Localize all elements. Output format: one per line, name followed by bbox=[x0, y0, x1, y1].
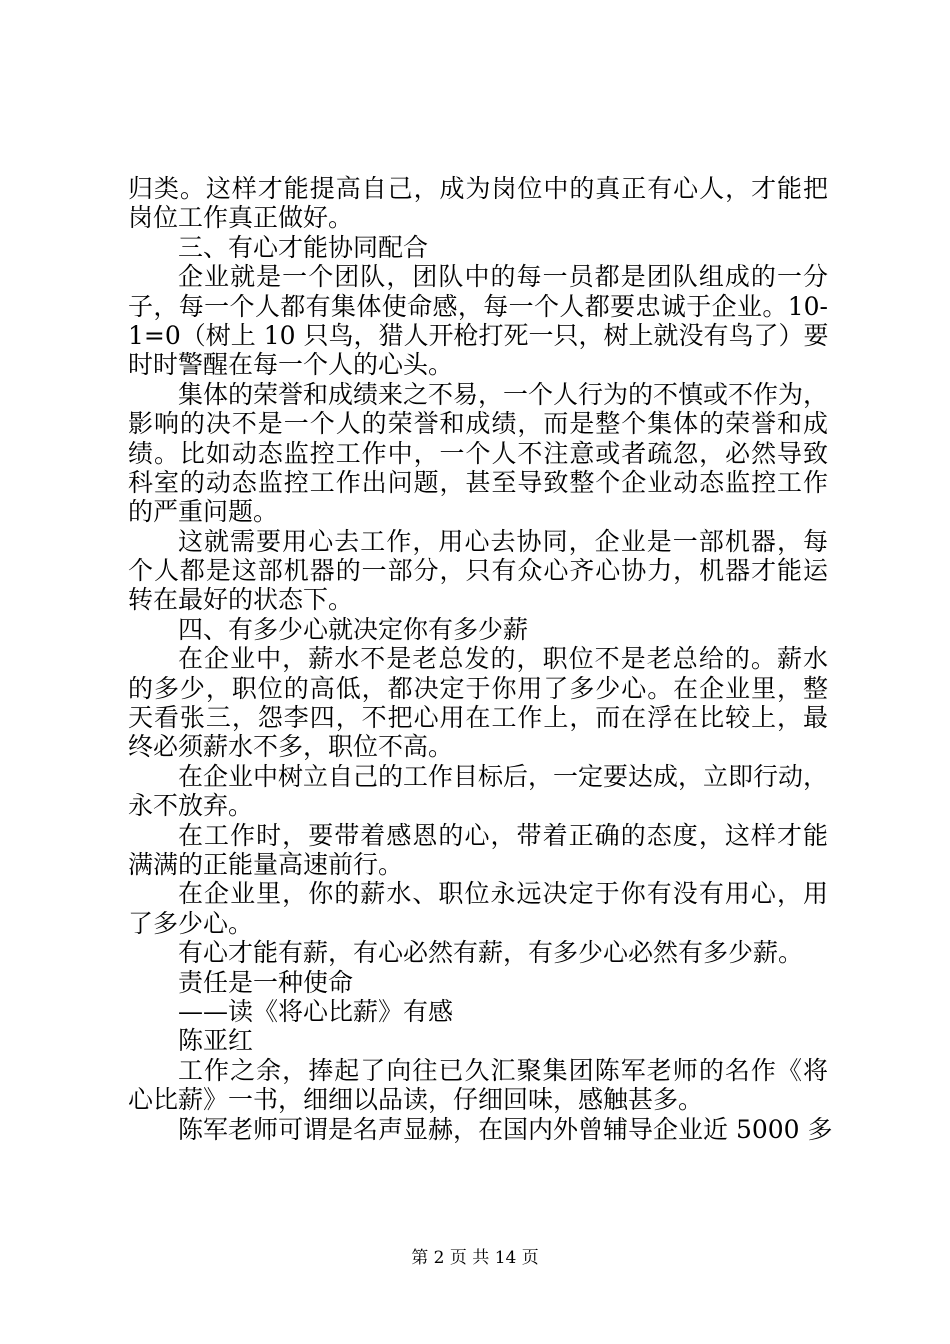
text-line: 转在最好的状态下。 bbox=[128, 585, 354, 615]
text-line: 心比薪》一书，细细以品读，仔细回味，感触甚多。 bbox=[128, 1085, 704, 1115]
text-line: 在企业里，你的薪水、职位永远决定于你有没有用心，用 bbox=[178, 879, 828, 909]
text-line: 归类。这样才能提高自己，成为岗位中的真正有心人，才能把 bbox=[128, 174, 828, 203]
section-heading: 四、有多少心就决定你有多少薪 bbox=[178, 614, 529, 644]
text-line: 影响的决不是一个人的荣誉和成绩，而是整个集体的荣誉和成 bbox=[128, 409, 828, 439]
page-footer: 第 2 页 共 14 页 bbox=[411, 1248, 539, 1268]
section-heading: 三、有心才能协同配合 bbox=[178, 232, 429, 262]
text-line: 在工作时，要带着感恩的心，带着正确的态度，这样才能 bbox=[178, 820, 828, 850]
author-name: 陈亚红 bbox=[178, 1026, 254, 1056]
essay-title: 责任是一种使命 bbox=[178, 967, 354, 997]
text-line: 的多少，职位的高低，都决定于你用了多少心。在企业里，整 bbox=[128, 673, 828, 703]
text-line: 科室的动态监控工作出问题，甚至导致整个企业动态监控工作 bbox=[128, 467, 828, 497]
text-line: 1=0（树上 10 只鸟，猎人开枪打死一只，树上就没有鸟了）要 bbox=[128, 320, 829, 350]
text-line: 有心才能有薪，有心必然有薪，有多少心必然有多少薪。 bbox=[178, 938, 804, 968]
essay-subtitle: ——读《将心比薪》有感 bbox=[178, 996, 454, 1026]
text-line: 满满的正能量高速前行。 bbox=[128, 849, 404, 879]
text-line: 工作之余，捧起了向往已久汇聚集团陈军老师的名作《将 bbox=[178, 1055, 828, 1085]
text-line: 个人都是这部机器的一部分，只有众心齐心协力，机器才能运 bbox=[128, 556, 828, 586]
body-text bbox=[128, 174, 833, 1144]
text-line: 了多少心。 bbox=[128, 908, 254, 938]
text-line: 时时警醒在每一个人的心头。 bbox=[128, 350, 454, 380]
text-line: 这就需要用心去工作，用心去协同，企业是一部机器，每 bbox=[178, 526, 828, 556]
text-line: 陈军老师可谓是名声显赫，在国内外曾辅导企业近 5000 多 bbox=[178, 1114, 833, 1144]
text-line: 在企业中树立自己的工作目标后，一定要达成，立即行动， bbox=[178, 761, 829, 791]
text-line: 终必须薪水不多，职位不高。 bbox=[128, 732, 454, 762]
text-line: 永不放弃。 bbox=[128, 791, 254, 821]
text-line: 天看张三，怨李四，不把心用在工作上，而在浮在比较上，最 bbox=[128, 703, 828, 733]
text-line: 的严重问题。 bbox=[128, 497, 279, 527]
text-line: 子，每一个人都有集体使命感，每一个人都要忠诚于企业。10- bbox=[128, 291, 828, 321]
text-line: 岗位工作真正做好。 bbox=[128, 203, 354, 233]
text-line: 企业就是一个团队，团队中的每一员都是团队组成的一分 bbox=[178, 262, 828, 292]
text-line: 绩。比如动态监控工作中，一个人不注意或者疏忽，必然导致 bbox=[128, 438, 828, 468]
text-line: 在企业中，薪水不是老总发的，职位不是老总给的。薪水 bbox=[178, 644, 828, 674]
text-line: 集体的荣誉和成绩来之不易，一个人行为的不慎或不作为， bbox=[178, 379, 829, 409]
